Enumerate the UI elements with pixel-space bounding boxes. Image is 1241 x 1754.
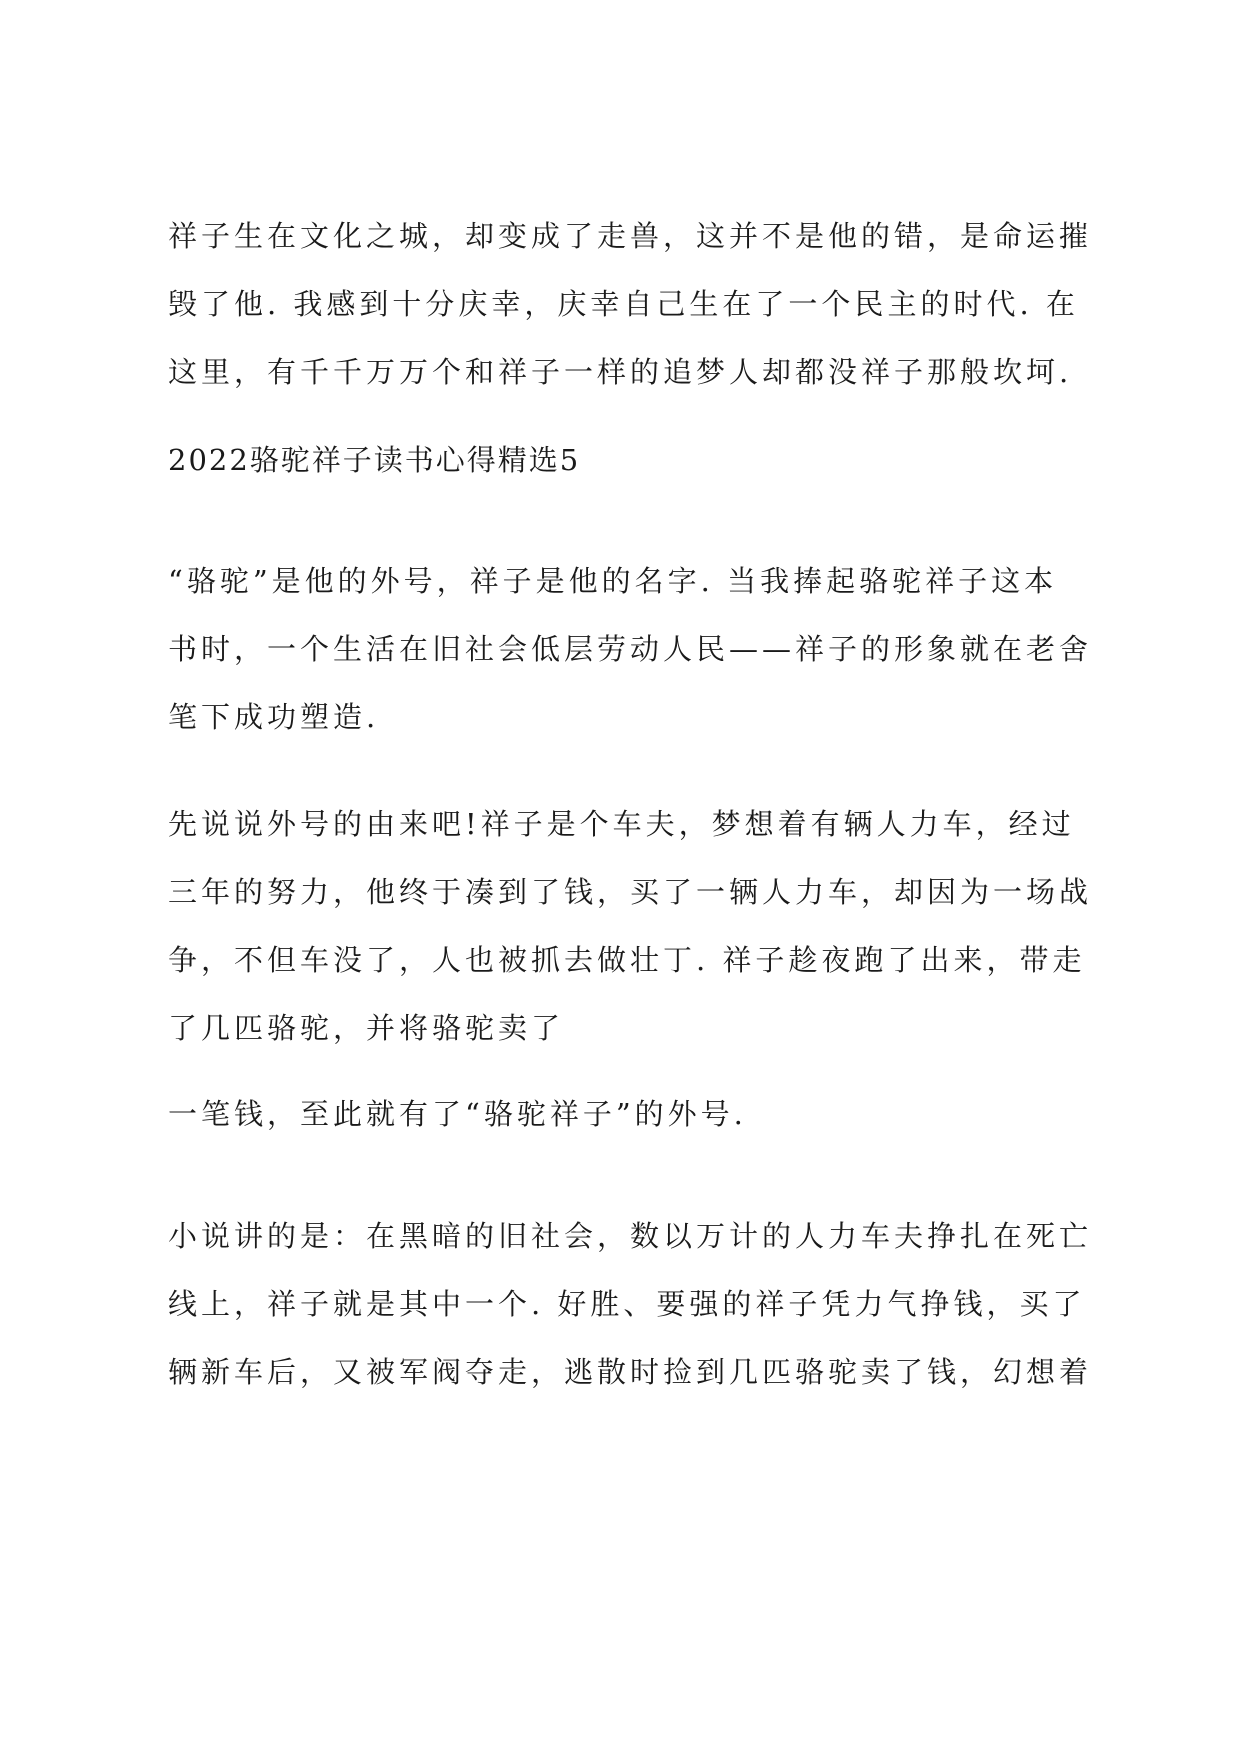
- text-line: 三年的努力，他终于凑到了钱，买了一辆人力车，却因为一场战: [168, 875, 1093, 909]
- section-heading: 2022骆驼祥子读书心得精选5: [168, 443, 581, 477]
- paragraph: [168, 218, 1092, 390]
- text-line: 毁了他. 我感到十分庆幸，庆幸自己生在了一个民主的时代. 在: [168, 287, 1079, 321]
- text-line: “骆驼”是他的外号，祥子是他的名字. 当我捧起骆驼祥子这本: [168, 564, 1058, 598]
- text-line: 书时，一个生活在旧社会低层劳动人民——祥子的形象就在老舍: [168, 632, 1093, 666]
- text-line: 祥子生在文化之城，却变成了走兽，这并不是他的错，是命运摧: [168, 219, 1093, 253]
- paragraph: [168, 563, 1092, 735]
- text-line: 小说讲的是：在黑暗的旧社会，数以万计的人力车夫挣扎在死亡: [168, 1219, 1093, 1253]
- text-line: 了几匹骆驼，并将骆驼卖了: [168, 1011, 565, 1045]
- text-line: 先说说外号的由来吧!祥子是个车夫，梦想着有辆人力车，经过: [168, 807, 1075, 841]
- text-line: 辆新车后，又被军阀夺走，逃散时捡到几匹骆驼卖了钱，幻想着: [168, 1355, 1093, 1389]
- text-line: 线上，祥子就是其中一个. 好胜、要强的祥子凭力气挣钱，买了: [168, 1287, 1086, 1321]
- paragraph: [168, 1218, 1092, 1390]
- paragraph: [168, 1096, 747, 1132]
- text-line: 这里，有千千万万个和祥子一样的追梦人却都没祥子那般坎坷.: [168, 355, 1073, 389]
- paragraph: [168, 806, 1092, 1046]
- text-line: 笔下成功塑造.: [168, 700, 380, 734]
- text-line: 一笔钱，至此就有了“骆驼祥子”的外号.: [168, 1097, 747, 1131]
- text-line: 争，不但车没了，人也被抓去做壮丁. 祥子趁夜跑了出来，带走: [168, 943, 1086, 977]
